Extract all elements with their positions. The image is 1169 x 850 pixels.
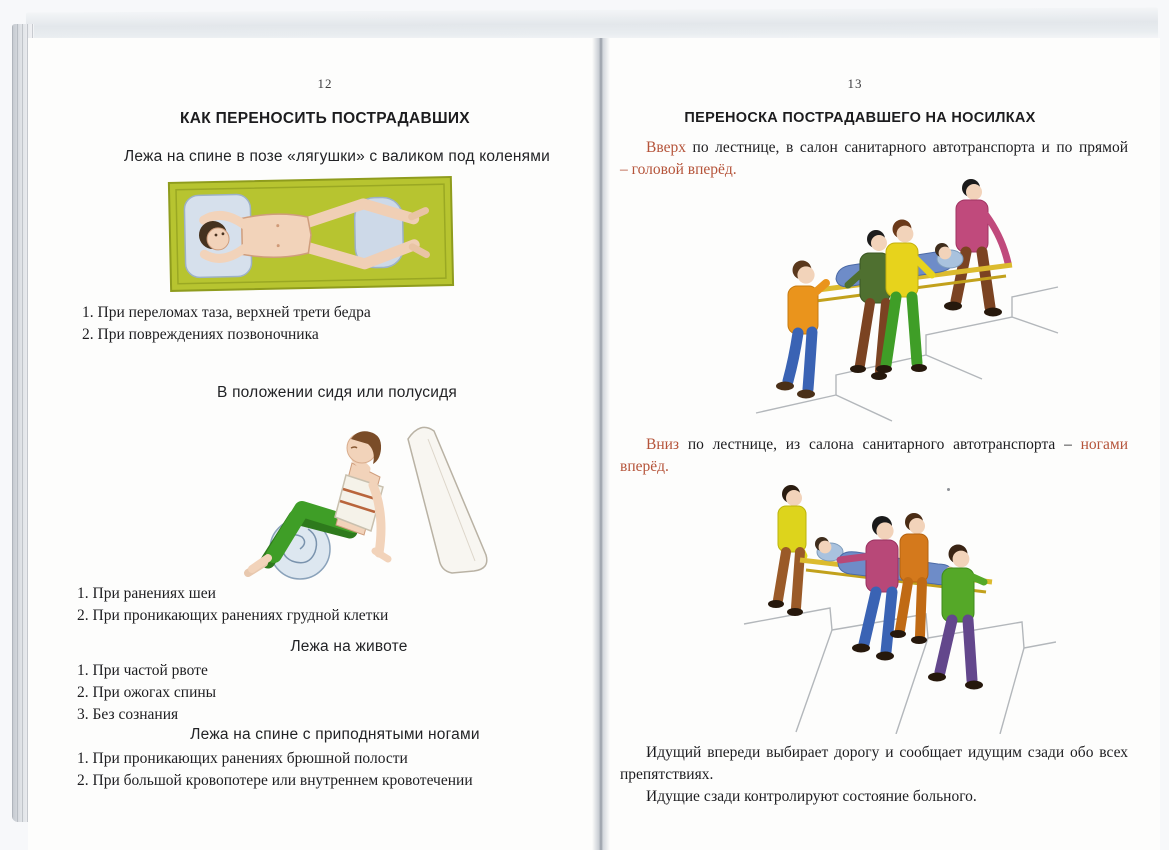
accent-phrase: вперёд. bbox=[620, 458, 669, 475]
paragraph-front-carrier bbox=[620, 742, 1128, 786]
paragraph-text: по лестнице, из салона санитарного автотранспорта – bbox=[679, 436, 1081, 453]
page-number-right: 13 bbox=[847, 76, 863, 91]
list-sitting bbox=[77, 583, 388, 627]
accent-word: ногами bbox=[1080, 436, 1128, 453]
stretcher-downstairs-drawing bbox=[734, 482, 1056, 734]
list-item: 2. При большой кровопотере или внутреннем кровотечении bbox=[77, 772, 473, 789]
illustration-sitting-pose bbox=[212, 403, 504, 583]
list-item: 3. Без сознания bbox=[77, 706, 179, 723]
heading-frog-pose: Лежа на спине в позе «лягушки» с валиком под коленями bbox=[124, 148, 550, 165]
list-item: 2. При ожогах спины bbox=[77, 684, 217, 701]
paragraph-line: Идущие сзади контролируют состояние больного. bbox=[646, 788, 977, 805]
heading-legs-raised: Лежа на спине с приподнятыми ногами bbox=[190, 726, 480, 743]
accent-phrase: – головой вперёд. bbox=[620, 161, 737, 178]
illustration-frog-pose bbox=[158, 173, 463, 297]
illustration-stretcher-upstairs bbox=[740, 173, 1060, 423]
list-frog-pose bbox=[82, 302, 371, 346]
paragraph-text: по лестнице, в салон санитарного автотранспорта и по прямой bbox=[685, 139, 1128, 156]
paragraph-line: препятствиях. bbox=[620, 766, 714, 783]
paragraph-line bbox=[620, 137, 1128, 159]
list-item: 1. При частой рвоте bbox=[77, 662, 208, 679]
accent-word: Вверх bbox=[646, 139, 686, 156]
list-on-stomach bbox=[77, 660, 216, 726]
heading-sitting: В положении сидя или полусидя bbox=[217, 384, 457, 401]
sitting-pose-drawing bbox=[212, 403, 504, 583]
heading-on-stomach: Лежа на животе bbox=[290, 638, 408, 655]
stretcher-upstairs-drawing bbox=[740, 173, 1060, 423]
page-13 bbox=[610, 40, 1160, 850]
page-12 bbox=[30, 40, 596, 850]
paragraph-line: Идущий впереди выбирает дорогу и сообщает идущим сзади обо всех bbox=[646, 744, 1128, 761]
accent-word: Вниз bbox=[646, 436, 680, 453]
paragraph-downstairs bbox=[620, 434, 1128, 478]
paragraph-line bbox=[620, 434, 1128, 456]
list-item: 2. При повреждениях позвоночника bbox=[82, 326, 319, 343]
page-title-right: ПЕРЕНОСКА ПОСТРАДАВШЕГО НА НОСИЛКАХ bbox=[684, 110, 1036, 126]
list-item: 1. При ранениях шеи bbox=[77, 585, 216, 602]
paragraph-rear-carriers bbox=[620, 786, 1128, 808]
frog-pose-drawing bbox=[158, 173, 463, 297]
list-item: 2. При проникающих ранениях грудной клетки bbox=[77, 607, 389, 624]
list-item: 1. При переломах таза, верхней трети бедра bbox=[82, 304, 371, 321]
list-legs-raised bbox=[77, 748, 473, 792]
list-item: 1. При проникающих ранениях брюшной полости bbox=[77, 750, 408, 767]
page-title-left: КАК ПЕРЕНОСИТЬ ПОСТРАДАВШИХ bbox=[180, 110, 470, 127]
page-number-left: 12 bbox=[317, 76, 333, 91]
illustration-stretcher-downstairs bbox=[734, 482, 1056, 734]
